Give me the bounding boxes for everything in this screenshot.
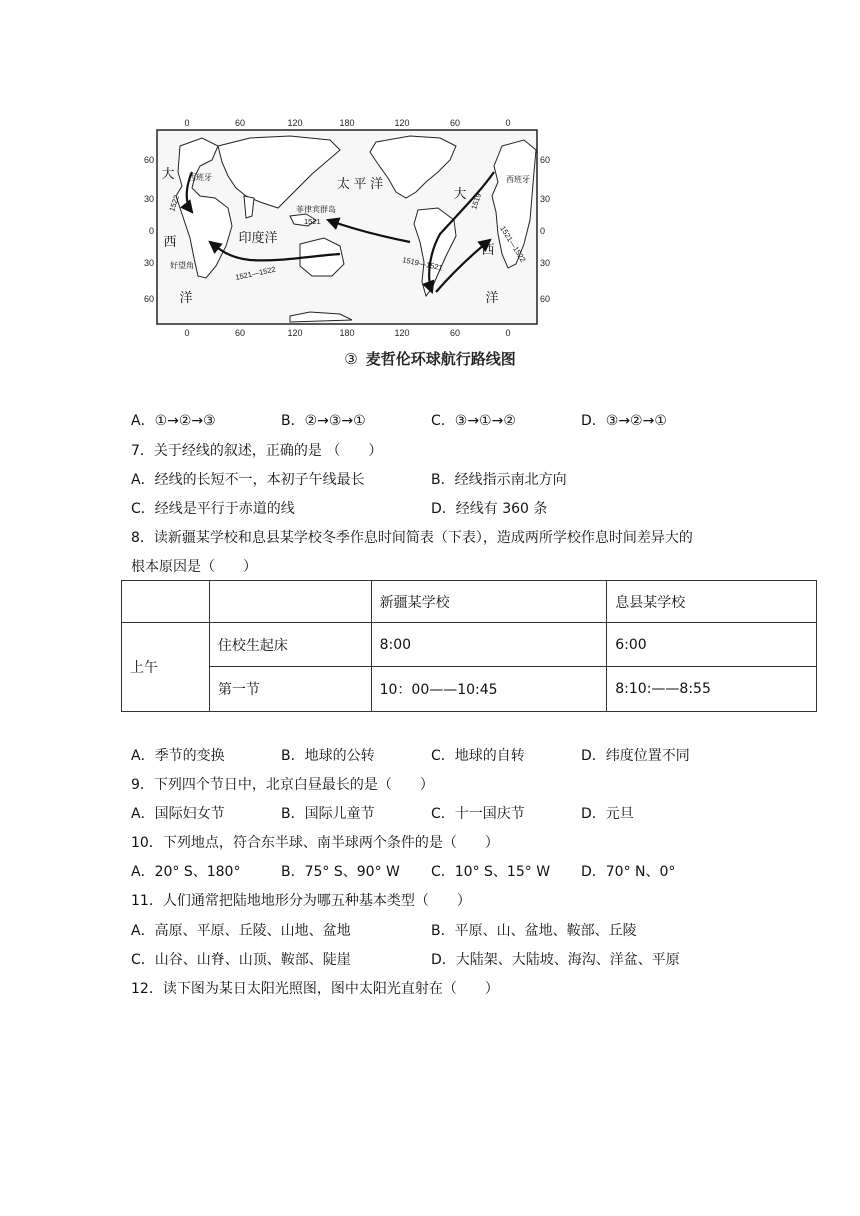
table-cell-empty — [209, 581, 371, 623]
q9-option-b[interactable]: B．国际儿童节 — [281, 806, 375, 822]
year-label: 1519 — [469, 191, 484, 211]
lat-tick: 0 — [148, 226, 154, 236]
top-tick: 60 — [449, 118, 461, 128]
map-caption — [0, 348, 860, 369]
bottom-tick: 120 — [287, 328, 303, 338]
q8-option-c[interactable]: C．地球的自转 — [431, 748, 525, 764]
place-cape: 好望角 — [170, 261, 194, 270]
q7-option-d[interactable]: D．经线有 360 条 — [431, 501, 548, 517]
table-header-xixian: 息县某学校 — [607, 581, 817, 623]
caption-number: ③ — [344, 350, 358, 368]
table-cell-empty — [122, 581, 210, 623]
top-tick: 120 — [394, 118, 410, 128]
top-tick: 120 — [287, 118, 303, 128]
ocean-atlantic-left-2: 西 — [163, 234, 177, 249]
q12-stem: 12．读下图为某日太阳光照图，图中太阳光直射在（ ） — [131, 981, 499, 997]
year-label: 1522 — [167, 193, 182, 213]
ocean-atlantic-right-3: 洋 — [485, 290, 499, 305]
place-spain-right: 西班牙 — [506, 175, 530, 184]
q11-option-c[interactable]: C．山谷、山脊、山顶、鞍部、陡崖 — [131, 952, 351, 968]
top-tick: 0 — [184, 118, 190, 128]
q6-option-b[interactable]: B．②→③→① — [281, 413, 366, 429]
top-tick: 0 — [505, 118, 511, 128]
lat-tick: 30 — [540, 258, 551, 268]
q8-stem-line2: 根本原因是（ ） — [131, 559, 257, 575]
top-tick: 60 — [234, 118, 246, 128]
q9-option-d[interactable]: D．元旦 — [581, 806, 634, 822]
ocean-indian: 印度洋 — [238, 230, 278, 245]
bottom-tick: 60 — [234, 328, 246, 338]
table-header-row — [122, 581, 817, 623]
place-philippines: 菲律宾群岛 — [296, 205, 336, 214]
q10-option-d[interactable]: D．70° N、0° — [581, 864, 676, 880]
q6-option-d[interactable]: D．③→②→① — [581, 413, 667, 429]
table-cell: 6:00 — [607, 623, 817, 667]
table-row-group-morning: 上午 — [122, 623, 210, 712]
place-spain-left: 西班牙 — [188, 173, 212, 182]
caption-text: 麦哲伦环球航行路线图 — [365, 350, 516, 368]
year-label: 1521—1522 — [234, 264, 277, 282]
q11-option-a[interactable]: A．高原、平原、丘陵、山地、盆地 — [131, 923, 351, 939]
q11-stem: 11．人们通常把陆地地形分为哪五种基本类型（ ） — [131, 893, 471, 909]
lat-tick: 30 — [143, 258, 154, 268]
lat-tick: 60 — [540, 155, 551, 165]
q10-option-b[interactable]: B．75° S、90° W — [281, 864, 400, 880]
q7-option-c[interactable]: C．经线是平行于赤道的线 — [131, 501, 295, 517]
q9-option-c[interactable]: C．十一国庆节 — [431, 806, 525, 822]
q10-option-a[interactable]: A．20° S、180° — [131, 864, 241, 880]
lat-tick: 30 — [540, 194, 551, 204]
year-label: 1521—1522 — [498, 224, 528, 264]
q6-option-a[interactable]: A．①→②→③ — [131, 413, 216, 429]
q10-stem: 10．下列地点，符合东半球、南半球两个条件的是（ ） — [131, 835, 499, 851]
q8-option-a[interactable]: A．季节的变换 — [131, 748, 225, 764]
table-header-xinjiang: 新疆某学校 — [371, 581, 607, 623]
q9-stem: 9．下列四个节日中，北京白昼最长的是（ ） — [131, 777, 434, 793]
schedule-table — [121, 580, 817, 712]
table-row — [122, 623, 817, 667]
bottom-tick: 120 — [394, 328, 410, 338]
lat-tick: 0 — [540, 226, 546, 236]
bottom-tick: 180 — [339, 328, 355, 338]
lat-tick: 60 — [540, 294, 551, 304]
q11-option-b[interactable]: B．平原、山、盆地、鞍部、丘陵 — [431, 923, 637, 939]
ocean-atlantic-left-3: 洋 — [179, 290, 193, 305]
q7-option-a[interactable]: A．经线的长短不一，本初子午线最长 — [131, 472, 365, 488]
q7-option-b[interactable]: B．经线指示南北方向 — [431, 472, 567, 488]
magellan-route-map — [140, 116, 555, 340]
table-cell-label: 住校生起床 — [209, 623, 371, 667]
top-tick: 180 — [339, 118, 355, 128]
table-cell: 8:10:——8:55 — [607, 667, 817, 712]
lat-tick: 60 — [143, 294, 154, 304]
india-shape — [244, 196, 254, 218]
lat-tick: 30 — [143, 194, 154, 204]
table-cell-label: 第一节 — [209, 667, 371, 712]
table-cell: 10：00——10:45 — [371, 667, 607, 712]
table-row — [122, 667, 817, 712]
q9-option-a[interactable]: A．国际妇女节 — [131, 806, 225, 822]
lat-tick: 60 — [143, 155, 154, 165]
year-label: 1519—1521 — [401, 255, 444, 273]
ocean-atlantic-right-2: 西 — [481, 242, 495, 257]
q8-option-b[interactable]: B．地球的公转 — [281, 748, 375, 764]
ocean-atlantic-right-1: 大 — [453, 186, 467, 201]
q8-stem-line1: 8．读新疆某学校和息县某学校冬季作息时间简表（下表），造成两所学校作息时间差异大的 — [131, 530, 693, 546]
bottom-tick: 60 — [449, 328, 461, 338]
q10-option-c[interactable]: C．10° S、15° W — [431, 864, 551, 880]
ocean-pacific: 太 平 洋 — [336, 176, 384, 191]
ocean-atlantic-left-1: 大 — [161, 166, 175, 181]
bottom-tick: 0 — [184, 328, 190, 338]
year-label: 1521 — [304, 217, 321, 226]
q7-stem: 7．关于经线的叙述，正确的是 （ ） — [131, 443, 383, 459]
q11-option-d[interactable]: D．大陆架、大陆坡、海沟、洋盆、平原 — [431, 952, 680, 968]
bottom-tick: 0 — [505, 328, 511, 338]
q6-option-c[interactable]: C．③→①→② — [431, 413, 516, 429]
table-cell: 8:00 — [371, 623, 607, 667]
q8-option-d[interactable]: D．纬度位置不同 — [581, 748, 690, 764]
